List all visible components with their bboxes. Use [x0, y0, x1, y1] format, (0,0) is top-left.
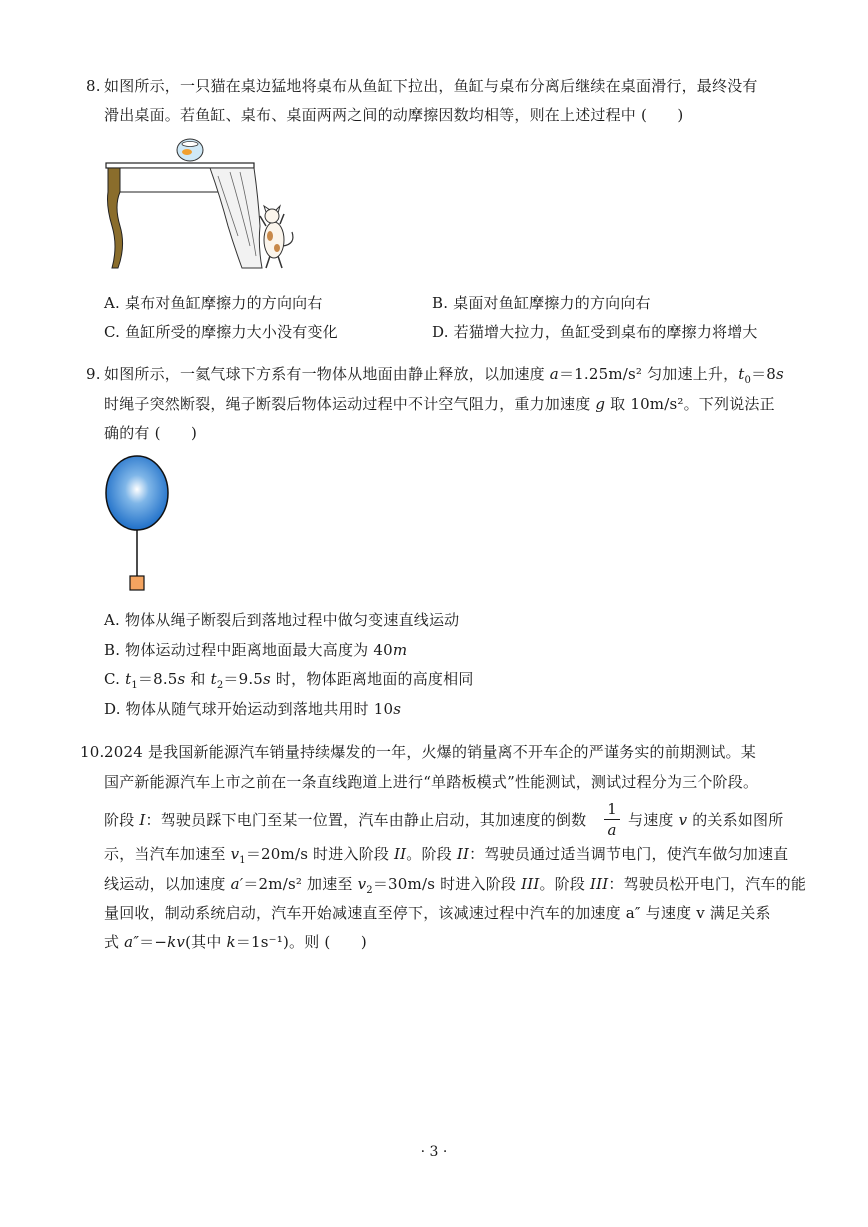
q9-stem-line1: 如图所示，一氦气球下方系有一物体从地面由静止释放，以加速度 a＝1.25m/s² 匀加速上升，$t_0=8s$ — [104, 365, 784, 386]
page-number: · 3 · — [420, 1144, 448, 1160]
q8-table-cat-figure — [100, 136, 300, 274]
q9-stem-line2: 时绳子突然断裂，绳子断裂后物体运动过程中不计空气阻力，重力加速度 g 取 10m/s²。下列说法正 — [104, 395, 775, 413]
q10-stem-line4: 示，当汽车加速至 $v_1=20m/s$ 时进入阶段 II。阶段 II：驾驶员通过适当调节电门，使汽车做匀加速直 — [104, 845, 789, 866]
q9-stem-line3: 确的有 ( ) — [104, 424, 198, 442]
q8-stem-line1: 如图所示，一只猫在桌边猛地将桌布从鱼缸下拉出，鱼缸与桌布分离后继续在桌面滑行，最终没有 — [104, 77, 758, 95]
q9-option-c: C. $t_1=8.5s$ 和 $t_2=9.5s$ 时，物体距离地面的高度相同 — [104, 670, 474, 691]
q8-option-a: A. 桌布对鱼缸摩擦力的方向向右 — [104, 294, 323, 312]
q10-fraction-one-over-a: 1 a — [604, 800, 620, 839]
q9-option-b: B. 物体运动过程中距离地面最大高度为 40m — [104, 641, 408, 659]
q8-option-c: C. 鱼缸所受的摩擦力大小没有变化 — [104, 323, 338, 341]
q10-stem-line3a: 阶段 I：驾驶员踩下电门至某一位置，汽车由静止启动，其加速度的倒数 — [104, 811, 587, 829]
q10-stem-line2: 国产新能源汽车上市之前在一条直线跑道上进行“单踏板模式”性能测试，测试过程分为三个阶段。 — [104, 773, 759, 791]
q10-stem-line1: 2024 是我国新能源汽车销量持续爆发的一年，火爆的销量离不开车企的严谨务实的前期测试。某 — [104, 743, 756, 761]
q9-balloon-figure — [100, 455, 176, 597]
q10-stem-line3b: 与速度 v 的关系如图所 — [628, 811, 784, 829]
q10-stem-line5: 线运动，以加速度 a′＝2m/s² 加速至 $v_2=30m/s$ 时进入阶段 III。阶段 III：驾驶员松开电门，汽车的能 — [104, 875, 807, 896]
q8-option-b: B. 桌面对鱼缸摩擦力的方向向右 — [432, 294, 651, 312]
q9-option-a: A. 物体从绳子断裂后到落地过程中做匀变速直线运动 — [104, 611, 460, 629]
q8-option-d: D. 若猫增大拉力，鱼缸受到桌布的摩擦力将增大 — [432, 323, 758, 341]
q9-number: 9. — [86, 365, 101, 383]
q10-stem-line7: 式 a″＝−kv(其中 k＝1s⁻¹)。则 ( ) — [104, 933, 367, 951]
q10-number: 10. — [80, 743, 105, 761]
q9-option-d: D. 物体从随气球开始运动到落地共用时 10s — [104, 700, 402, 718]
q10-stem-line6: 量回收，制动系统启动，汽车开始减速直至停下，该减速过程中汽车的加速度 a″ 与速度 v 满足关系 — [104, 904, 771, 922]
q8-stem-line2: 滑出桌面。若鱼缸、桌布、桌面两两之间的动摩擦因数均相等，则在上述过程中 ( ) — [104, 106, 684, 124]
q8-number: 8. — [86, 77, 101, 95]
